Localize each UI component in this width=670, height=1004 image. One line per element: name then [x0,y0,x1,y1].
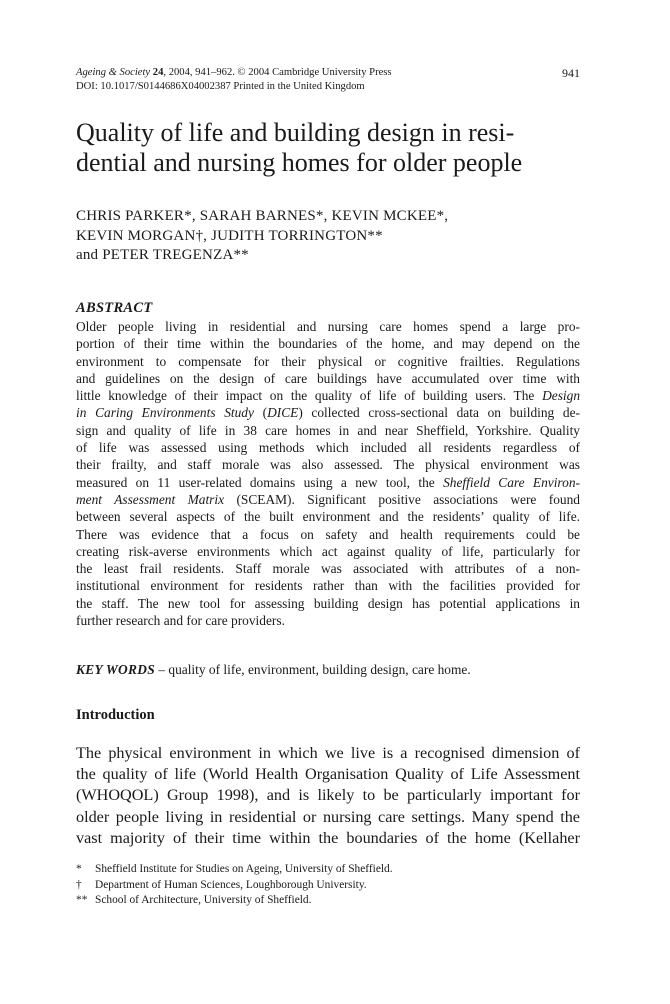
author-list [76,207,580,266]
footnote-text: Department of Human Sciences, Loughborough University. [95,878,367,891]
tool-name-italic: ment Assessment Matrix [76,491,225,507]
footnotes [76,862,580,909]
author-line: CHRIS PARKER*, SARAH BARNES*, KEVIN MCKEE*, [76,208,449,224]
abstract-line: in Caring Environments Study (DICE) collected cross-sectional data on building de- [76,405,580,421]
study-acronym: DICE [267,405,299,421]
footnote [76,893,580,909]
abstract-line: creating risk-averse environments which act against quality of life, particularly for [76,543,580,559]
abstract-line-text: (SCEAM). Significant positive associations were found [224,491,580,507]
abstract-line: environment to compensate for their physical or cognitive frailties. Regulations [76,353,580,369]
abstract-line [76,474,580,491]
article-title [76,118,596,178]
citation-details: , 2004, 941–962. © 2004 Cambridge University Press [163,67,392,78]
section-heading: Introduction [76,707,155,723]
author-line: KEVIN MORGAN†, JUDITH TORRINGTON** [76,227,383,244]
keywords-text: – quality of life, environment, building design, care home. [154,662,471,677]
abstract-line: and guidelines on the design of care buildings have accumulated over time with [76,370,580,386]
abstract-line: of life was assessed using methods which included all residents regardless of [76,440,580,456]
title-line: Quality of life and building design in resi- [76,118,515,147]
abstract-line: Older people living in residential and nursing care homes spend a large pro- [76,319,580,334]
abstract-line-text: little knowledge of their impact on the quality of life of building users. The [76,388,535,404]
footnote-mark: † [76,878,82,891]
abstract-line-text: measured on 11 user-related domains using a new tool, the [76,474,435,490]
study-name-italic: in Caring Environments Study [76,405,254,421]
page-number: 941 [562,66,580,80]
body-line: (WHOQOL) Group 1998), and is likely to be particularly important for [76,786,580,805]
abstract-line: the least frail residents. Staff morale was associated with attributes of a non- [76,561,580,577]
doi-line: DOI: 10.1017/S0144686X04002387 Printed in the United Kingdom [76,81,365,92]
journal-name: Ageing & Society [76,67,151,78]
abstract-line: their frailty, and staff morale was also assessed. The physical environment was [76,457,580,473]
author-line: and PETER TREGENZA** [76,247,249,263]
title-line: dential and nursing homes for older people [76,148,523,177]
footnote [76,878,580,894]
footnote [76,862,580,878]
keywords-line [76,662,580,678]
abstract-line: There was evidence that a focus on safety and health requirements could be [76,526,580,542]
body-line: vast majority of their time within the boundaries of the home (Kellaher [76,828,580,847]
study-name-italic: Design [542,388,581,404]
abstract-line: institutional environment for residents rather than with the facilities provided for [76,578,580,594]
abstract-line: sign and quality of life in 38 care homes in and near Sheffield, Yorkshire. Quality [76,422,580,438]
footnote-mark: ** [76,894,88,907]
abstract-line: between several aspects of the built environment and the residents’ quality of life. [76,509,580,525]
abstract-line [76,491,580,508]
footnote-text: Sheffield Institute for Studies on Ageing, University of Sheffield. [95,863,393,875]
keywords-label: KEY WORDS [76,662,155,677]
introduction-body [76,743,580,849]
body-line: The physical environment in which we live is a recognised dimension of [76,744,580,762]
abstract-line: further research and for care providers. [76,613,285,629]
abstract-heading: ABSTRACT [76,300,153,316]
running-header [76,66,580,94]
abstract-line-text: ) collected cross-sectional data on building de- [298,405,580,421]
volume-number: 24 [152,67,164,78]
body-line: the quality of life (World Health Organisation Quality of Life Assessment [76,765,580,784]
citation-line [76,66,580,80]
abstract-body [76,318,580,629]
tool-name-italic: Sheffield Care Environ- [443,474,580,490]
abstract-line: the staff. The new tool for assessing building design has potential applications in [76,595,580,611]
abstract-line: portion of their time within the boundaries of the home, and may depend on the [76,336,580,352]
footnote-text: School of Architecture, University of Sheffield. [95,894,312,907]
abstract-line [76,387,580,404]
footnote-mark: * [76,863,82,875]
body-line: older people living in residential or nursing care settings. Many spend the [76,807,580,826]
